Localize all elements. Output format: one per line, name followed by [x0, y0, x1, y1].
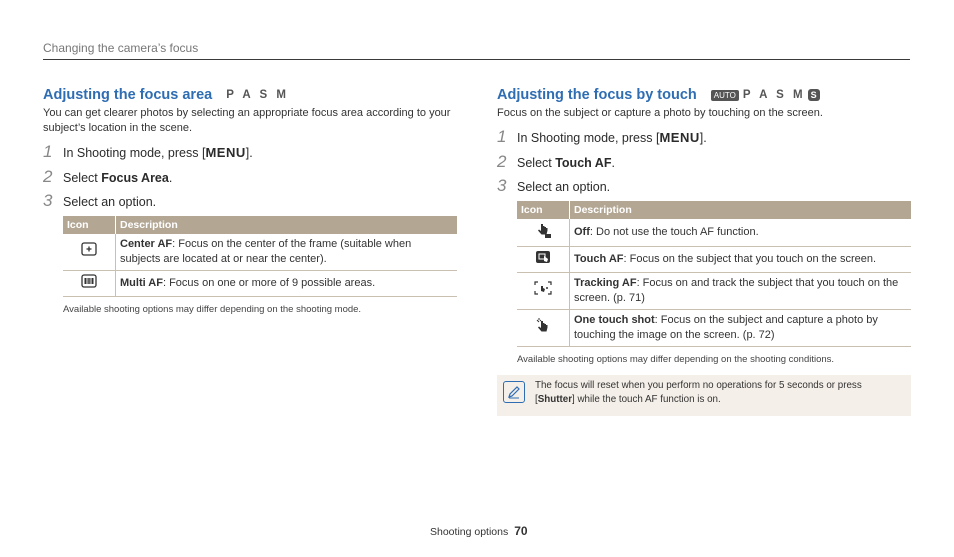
page-number: 70 — [514, 524, 528, 538]
menu-key: MENU — [659, 130, 700, 145]
tip-box — [497, 375, 911, 416]
option-name: Tracking AF — [574, 276, 637, 289]
tip-text: The focus will reset when you perform no operations for 5 seconds or press [Shutter] while the touch AF function is on. — [535, 379, 862, 405]
column-header-icon: Icon — [63, 216, 116, 234]
menu-option: Focus Area — [101, 170, 169, 185]
options-table — [517, 201, 911, 347]
option-desc: : Focus on and track the subject that you touch on the screen. (p. 71) — [574, 276, 899, 304]
page-footer — [430, 524, 528, 538]
step — [43, 142, 457, 167]
step — [497, 152, 911, 177]
step-number: 1 — [497, 127, 507, 146]
steps-list — [497, 127, 911, 201]
option-desc: : Focus on the center of the frame (suitable when subjects are located at or near the center). — [120, 237, 412, 265]
shooting-modes — [711, 89, 820, 101]
table-header-row — [517, 201, 911, 219]
step-number: 3 — [43, 191, 53, 210]
column-header-description: Description — [116, 216, 458, 234]
option-desc: : Focus on one or more of 9 possible areas. — [162, 276, 376, 289]
option-desc: : Focus on the subject that you touch on the screen. — [623, 252, 877, 265]
center-af-icon — [81, 242, 97, 256]
pasm-modes: P A S M — [742, 89, 806, 101]
column-header-description: Description — [570, 201, 912, 219]
table-row — [517, 219, 911, 247]
touch-af-icon — [535, 250, 551, 264]
section-title-text: Adjusting the focus area — [43, 87, 213, 103]
note-pencil-icon — [503, 381, 525, 403]
table-row — [517, 272, 911, 309]
table-header-row — [63, 216, 457, 234]
step-text: Select Touch AF. — [517, 155, 615, 170]
tracking-af-icon — [534, 281, 552, 295]
steps-list — [43, 142, 457, 216]
section-title-text: Adjusting the focus by touch — [497, 87, 697, 103]
availability-note: Available shooting options may differ depending on the shooting conditions. — [517, 353, 835, 365]
column-header-icon: Icon — [517, 201, 570, 219]
section-title — [497, 86, 911, 104]
table-row — [63, 234, 457, 271]
scene-mode-badge: S — [808, 89, 820, 101]
step — [497, 176, 911, 201]
step-number: 2 — [43, 166, 53, 186]
step-text: Select an option. — [63, 195, 157, 209]
section-intro: Focus on the subject or capture a photo by touching on the screen. — [497, 107, 823, 119]
step-text: In Shooting mode, press [MENU]. — [517, 130, 707, 145]
section-focus-by-touch — [497, 86, 911, 416]
section-focus-area — [43, 86, 457, 315]
table-row — [63, 270, 457, 296]
table-row — [517, 309, 911, 346]
auto-mode-badge: AUTO — [711, 90, 739, 101]
option-desc: : Do not use the touch AF function. — [589, 225, 759, 238]
step-number: 3 — [497, 176, 507, 195]
shooting-modes: P A S M — [226, 89, 289, 101]
step-text: In Shooting mode, press [MENU]. — [63, 145, 253, 160]
option-name: Multi AF — [120, 276, 163, 289]
options-table — [63, 216, 457, 297]
chapter-title: Changing the camera’s focus — [43, 41, 199, 55]
step-number: 1 — [43, 142, 53, 161]
step — [43, 167, 457, 192]
shutter-key: Shutter — [537, 393, 573, 405]
touch-off-icon — [535, 222, 551, 238]
menu-key: MENU — [205, 145, 246, 160]
header-rule — [43, 59, 910, 60]
menu-option: Touch AF — [555, 155, 612, 170]
footer-section: Shooting options — [430, 526, 509, 538]
option-name: One touch shot — [574, 313, 655, 326]
option-desc: : Focus on the subject and capture a photo by touching the image on the screen. (p. 72) — [574, 313, 878, 341]
option-name: Center AF — [120, 237, 173, 250]
option-name: Touch AF — [574, 252, 624, 265]
step-text: Select an option. — [517, 180, 611, 194]
one-touch-shot-icon — [535, 317, 551, 333]
step-number: 2 — [497, 151, 507, 171]
step-text: Select Focus Area. — [63, 170, 173, 185]
option-name: Off — [574, 225, 590, 238]
section-intro: You can get clearer photos by selecting an appropriate focus area according to your subject’s location in the scene. — [43, 107, 451, 134]
multi-af-icon — [81, 274, 97, 288]
availability-note: Available shooting options may differ depending on the shooting mode. — [63, 303, 362, 315]
step — [43, 191, 457, 216]
step — [497, 127, 911, 152]
section-title — [43, 86, 457, 104]
table-row — [517, 246, 911, 272]
